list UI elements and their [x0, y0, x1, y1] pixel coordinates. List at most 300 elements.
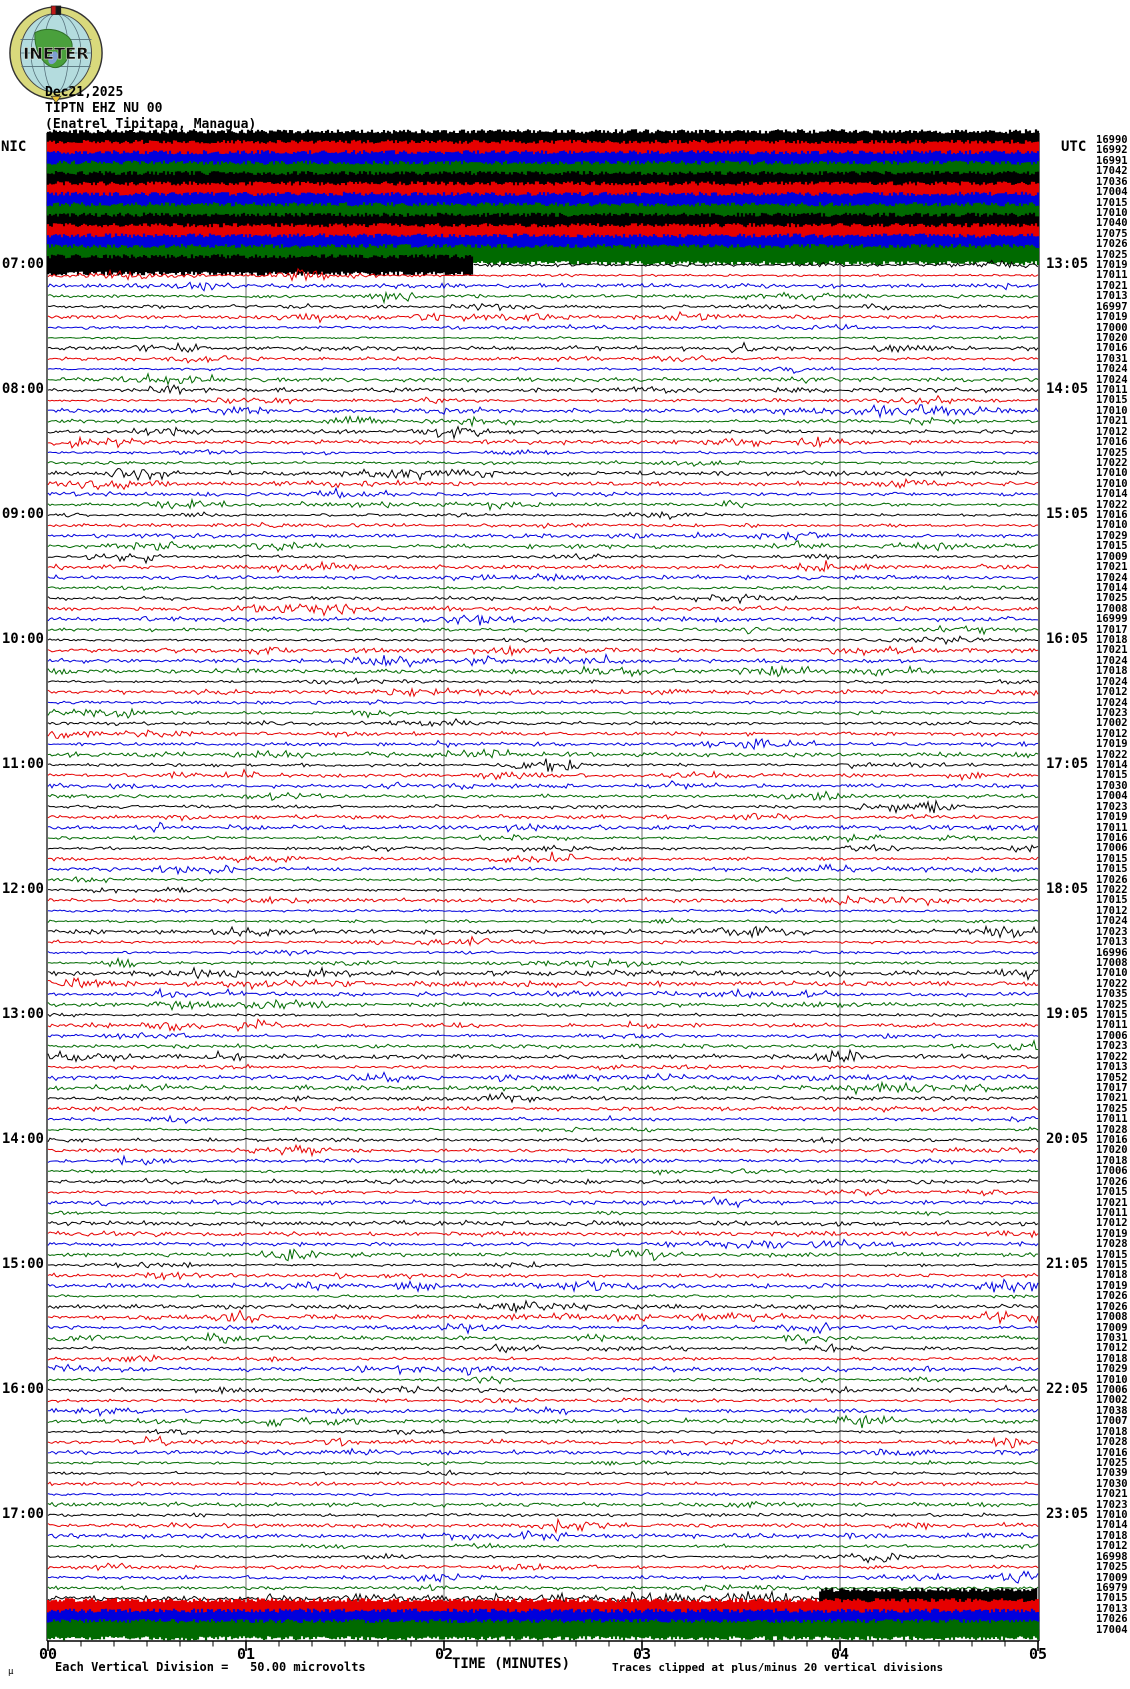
trace-row	[48, 835, 1038, 842]
trace-value: 17018	[1096, 1352, 1128, 1365]
trace-row	[48, 877, 1038, 883]
trace-row	[48, 1093, 1038, 1103]
trace-value: 17039	[1096, 1467, 1128, 1480]
trace-value: 17029	[1096, 1363, 1128, 1376]
hour-label-local: 16:00	[1, 1381, 44, 1398]
trace-value: 17014	[1096, 759, 1128, 772]
trace-value: 17013	[1096, 1602, 1128, 1615]
x-tick-label: 02	[434, 1645, 454, 1663]
trace-value: 17038	[1096, 1404, 1128, 1417]
trace-value: 17009	[1096, 550, 1128, 563]
trace-row	[48, 1197, 1038, 1207]
trace-row	[48, 1436, 1038, 1448]
trace-row	[48, 1249, 1038, 1261]
trace-row	[48, 1365, 1038, 1376]
trace-row	[48, 1000, 1038, 1010]
trace-row	[48, 1430, 1038, 1435]
trace-row	[48, 950, 1038, 955]
trace-value: 17013	[1096, 936, 1128, 949]
trace-value: 17052	[1096, 1071, 1128, 1084]
trace-row	[48, 801, 1038, 813]
trace-value: 17035	[1096, 988, 1128, 1001]
trace-value: 17015	[1096, 852, 1128, 865]
trace-row	[48, 1520, 1038, 1533]
trace-row	[48, 1385, 1038, 1393]
trace-value: 17020	[1096, 331, 1128, 344]
trace-value: 17011	[1096, 821, 1128, 834]
trace-value: 17012	[1096, 425, 1128, 438]
trace-value: 17036	[1096, 175, 1128, 188]
trace-value: 17019	[1096, 738, 1128, 751]
trace-value: 17022	[1096, 456, 1128, 469]
trace-value: 17015	[1096, 540, 1128, 553]
trace-value: 17012	[1096, 1540, 1128, 1553]
trace-value: 17011	[1096, 269, 1128, 282]
trace-value: 17021	[1096, 644, 1128, 657]
trace-row	[48, 1585, 1038, 1591]
hour-label-local: 09:00	[1, 506, 44, 522]
trace-value: 17015	[1096, 863, 1128, 876]
trace-value: 17022	[1096, 884, 1128, 897]
trace-row	[48, 937, 1038, 945]
trace-row	[48, 1156, 1038, 1165]
hour-label-local: 15:00	[1, 1256, 44, 1273]
ineter-wordmark: INETER	[23, 43, 89, 63]
trace-row	[48, 615, 1038, 625]
trace-value: 17022	[1096, 1050, 1128, 1063]
station-id: TIPTN EHZ NU 00	[45, 101, 163, 116]
trace-row	[48, 719, 1038, 726]
trace-value: 17028	[1096, 1436, 1128, 1449]
trace-row	[48, 1083, 1038, 1095]
trace-row	[48, 1178, 1038, 1184]
trace-row	[48, 586, 1038, 591]
trace-value: 16979	[1096, 1581, 1128, 1594]
trace-row	[48, 770, 1038, 780]
trace-row	[48, 385, 1038, 394]
trace-value: 17022	[1096, 498, 1128, 511]
trace-row	[48, 554, 1038, 563]
trace-row	[48, 666, 1038, 676]
trace-row	[48, 688, 1038, 696]
trace-value: 17004	[1096, 790, 1128, 803]
trace-value: 17025	[1096, 248, 1128, 261]
trace-value: 17016	[1096, 1446, 1128, 1459]
hour-label-utc: 15:05	[1046, 506, 1089, 522]
trace-row	[48, 594, 1038, 603]
trace-value: 17019	[1096, 259, 1128, 271]
hour-label-utc: 19:05	[1046, 1006, 1089, 1023]
trace-row	[48, 1513, 1038, 1517]
trace-value: 17040	[1096, 217, 1128, 230]
record-date: Dec21,2025	[45, 85, 124, 100]
trace-value: 17024	[1096, 363, 1128, 376]
trace-value: 17024	[1096, 675, 1128, 688]
trace-value: 17030	[1096, 1477, 1128, 1490]
trace-row	[48, 604, 1038, 615]
trace-row	[48, 678, 1038, 684]
trace-row	[48, 523, 1038, 529]
trace-value: 17002	[1096, 1394, 1128, 1407]
trace-row	[48, 1064, 1038, 1070]
trace-row	[48, 1072, 1038, 1082]
trace-row	[48, 626, 1038, 634]
trace-value: 17016	[1096, 1134, 1128, 1147]
trace-row	[48, 1019, 1038, 1031]
trace-value: 17029	[1096, 529, 1128, 542]
hour-label-local: 11:00	[1, 756, 44, 773]
trace-row	[48, 636, 1038, 644]
trace-row	[48, 1470, 1038, 1475]
trace-row	[48, 1262, 1038, 1268]
trace-row	[48, 968, 1038, 980]
trace-row	[48, 500, 1038, 510]
trace-value: 17013	[1096, 1061, 1128, 1074]
trace-row	[48, 852, 1038, 863]
trace-row	[48, 374, 1038, 385]
trace-value: 17002	[1096, 717, 1128, 730]
trace-row	[48, 1033, 1038, 1039]
trace-value: 17012	[1096, 904, 1128, 917]
trace-value: 17015	[1096, 894, 1128, 907]
trace-value: 17025	[1096, 1456, 1128, 1469]
trace-value: 17024	[1096, 373, 1128, 386]
trace-value: 17019	[1096, 1227, 1128, 1240]
trace-value: 17010	[1096, 467, 1128, 480]
trace-value: 17025	[1096, 998, 1128, 1011]
trace-value: 17021	[1096, 1196, 1128, 1209]
trace-value: 17015	[1096, 769, 1128, 782]
trace-row	[48, 574, 1038, 581]
trace-value: 16992	[1096, 144, 1128, 157]
trace-row	[48, 1013, 1038, 1017]
trace-value: 17014	[1096, 1519, 1128, 1532]
hour-label-utc: 16:05	[1046, 631, 1089, 648]
trace-row	[48, 1169, 1038, 1175]
trace-row	[48, 813, 1038, 820]
trace-value: 16999	[1096, 613, 1128, 626]
trace-row	[48, 1239, 1038, 1248]
trace-value: 17031	[1096, 352, 1128, 365]
trace-row	[48, 417, 1038, 426]
trace-row	[48, 1563, 1038, 1571]
trace-row	[48, 1310, 1038, 1323]
trace-value: 17024	[1096, 571, 1128, 584]
trace-value: 17010	[1096, 206, 1128, 219]
trace-row	[48, 541, 1038, 551]
trace-row	[48, 1571, 1038, 1583]
trace-row	[48, 1041, 1038, 1051]
trace-row	[48, 1116, 1038, 1124]
trace-row	[48, 1137, 1038, 1143]
trace-value: 17021	[1096, 1488, 1128, 1501]
trace-value: 17017	[1096, 623, 1128, 636]
hour-label-local: 17:00	[1, 1506, 44, 1523]
x-tick-label: 00	[38, 1645, 58, 1663]
trace-value: 17018	[1096, 1529, 1128, 1542]
trace-value: 17016	[1096, 831, 1128, 844]
trace-row	[48, 427, 1038, 439]
x-tick-label: 01	[236, 1645, 256, 1663]
hour-label-utc: 23:05	[1046, 1506, 1089, 1523]
trace-value: 17012	[1096, 727, 1128, 740]
trace-row	[48, 532, 1038, 540]
trace-value: 17015	[1096, 1186, 1128, 1199]
hour-label-utc: 20:05	[1046, 1131, 1089, 1148]
trace-row	[48, 822, 1038, 832]
trace-value: 17015	[1096, 196, 1128, 209]
trace-value: 17014	[1096, 488, 1128, 501]
trace-value: 17009	[1096, 1571, 1128, 1584]
x-tick-label: 03	[632, 1645, 652, 1663]
trace-value: 17011	[1096, 1113, 1128, 1126]
trace-value: 17008	[1096, 956, 1128, 969]
trace-row	[48, 739, 1038, 749]
trace-row	[48, 1231, 1038, 1237]
trace-row	[48, 325, 1038, 330]
trace-value: 17026	[1096, 238, 1128, 251]
trace-value: 17011	[1096, 384, 1128, 396]
trace-row	[48, 1295, 1038, 1299]
trace-row	[48, 730, 1038, 738]
trace-value: 17023	[1096, 1040, 1128, 1053]
trace-value: 17028	[1096, 1123, 1128, 1136]
trace-value: 17021	[1096, 1092, 1128, 1105]
hour-label-utc: 18:05	[1046, 881, 1089, 898]
trace-value: 17028	[1096, 1238, 1128, 1251]
local-timezone-label: NIC	[1, 139, 27, 155]
trace-row	[48, 461, 1038, 467]
trace-value: 17016	[1096, 509, 1128, 521]
trace-row	[48, 312, 1038, 322]
hour-label-local: 08:00	[1, 381, 44, 397]
trace-value: 17019	[1096, 1279, 1128, 1292]
hour-label-utc: 22:05	[1046, 1381, 1089, 1398]
trace-value: 16990	[1096, 134, 1128, 146]
trace-row	[48, 560, 1038, 572]
trace-value: 17023	[1096, 800, 1128, 813]
trace-value: 17004	[1096, 1623, 1128, 1636]
trace-value: 17025	[1096, 446, 1128, 459]
trace-value: 17010	[1096, 404, 1128, 417]
hour-label-local: 07:00	[1, 256, 44, 272]
x-tick-label: 04	[830, 1645, 850, 1663]
trace-value: 17004	[1096, 186, 1128, 199]
trace-value: 17015	[1096, 394, 1128, 407]
trace-value: 17016	[1096, 436, 1128, 449]
trace-value: 17026	[1096, 1175, 1128, 1188]
trace-value: 17010	[1096, 477, 1128, 490]
utc-timezone-label: UTC	[1061, 139, 1087, 155]
hour-label-local: 14:00	[1, 1131, 44, 1148]
trace-row	[48, 1493, 1038, 1496]
trace-value: 17026	[1096, 1290, 1128, 1303]
trace-value: 17020	[1096, 1144, 1128, 1157]
trace-value: 17012	[1096, 1342, 1128, 1355]
trace-row	[48, 700, 1038, 705]
trace-row	[48, 1145, 1038, 1155]
trace-value: 17011	[1096, 1019, 1128, 1032]
trace-value: 16998	[1096, 1550, 1128, 1563]
trace-value: 17010	[1096, 1509, 1128, 1522]
micro-glyph: µ	[8, 1667, 14, 1677]
trace-row	[48, 1502, 1038, 1508]
trace-row	[48, 1323, 1038, 1334]
trace-value: 17025	[1096, 592, 1128, 605]
trace-row	[48, 655, 1038, 667]
trace-row	[48, 356, 1038, 363]
trace-row	[48, 1333, 1038, 1343]
trace-row	[48, 1407, 1038, 1416]
trace-row	[48, 749, 1038, 758]
x-axis-title: TIME (MINUTES)	[452, 1656, 571, 1672]
trace-row	[48, 759, 1038, 772]
trace-row	[48, 1531, 1038, 1541]
trace-row	[48, 488, 1038, 498]
trace-value: 17018	[1096, 1154, 1128, 1167]
trace-value: 17008	[1096, 1311, 1128, 1324]
trace-row	[48, 978, 1038, 989]
trace-row	[48, 343, 1038, 353]
trace-value: 17006	[1096, 842, 1128, 855]
trace-row	[48, 888, 1038, 893]
trace-value: 16996	[1096, 946, 1128, 959]
trace-row	[48, 959, 1038, 968]
trace-row	[48, 1301, 1038, 1312]
trace-value: 17019	[1096, 811, 1128, 824]
clip-note: Traces clipped at plus/minus 20 vertical divisions	[612, 1661, 944, 1674]
hour-label-local: 10:00	[1, 631, 44, 648]
trace-row	[48, 1398, 1038, 1403]
trace-value: 17000	[1096, 321, 1128, 334]
trace-value: 17023	[1096, 706, 1128, 719]
trace-row	[48, 1220, 1038, 1226]
trace-row	[48, 896, 1038, 905]
trace-value: 17021	[1096, 415, 1128, 428]
trace-row	[48, 1543, 1038, 1548]
trace-value: 17014	[1096, 581, 1128, 594]
trace-value: 17042	[1096, 165, 1128, 178]
trace-value: 17024	[1096, 654, 1128, 667]
trace-value: 17018	[1096, 1425, 1128, 1438]
trace-row	[48, 1344, 1038, 1353]
trace-row	[48, 865, 1038, 874]
trace-value: 17023	[1096, 925, 1128, 938]
trace-row	[48, 450, 1038, 456]
trace-row	[48, 918, 1038, 923]
trace-value: 17075	[1096, 227, 1128, 240]
trace-row	[48, 292, 1038, 302]
trace-value: 17026	[1096, 1300, 1128, 1313]
trace-row	[48, 1127, 1038, 1132]
hour-label-utc: 14:05	[1046, 381, 1089, 397]
trace-value: 16991	[1096, 154, 1128, 167]
trace-row	[48, 989, 1038, 998]
trace-row	[48, 512, 1038, 519]
trace-value: 17026	[1096, 873, 1128, 886]
trace-value: 17025	[1096, 1561, 1128, 1574]
trace-row	[48, 405, 1038, 417]
trace-row	[48, 1481, 1038, 1486]
trace-value: 17011	[1096, 1206, 1128, 1219]
trace-row	[48, 1461, 1038, 1466]
trace-row	[48, 1190, 1038, 1196]
trace-value: 17010	[1096, 519, 1128, 532]
trace-row	[48, 1280, 1038, 1293]
trace-row	[48, 1449, 1038, 1456]
trace-value: 17025	[1096, 1102, 1128, 1115]
trace-row	[48, 845, 1038, 852]
trace-row	[48, 437, 1038, 448]
trace-value: 17018	[1096, 665, 1128, 678]
hour-label-local: 13:00	[1, 1006, 44, 1023]
trace-row	[48, 781, 1038, 789]
trace-row	[48, 1416, 1038, 1428]
trace-value: 17006	[1096, 1384, 1128, 1397]
trace-row	[48, 469, 1038, 480]
trace-value: 17010	[1096, 1373, 1128, 1386]
trace-value: 17015	[1096, 1259, 1128, 1272]
trace-row	[48, 1106, 1038, 1112]
trace-value: 17017	[1096, 1081, 1128, 1094]
trace-value: 17007	[1096, 1415, 1128, 1428]
trace-value: 17022	[1096, 748, 1128, 761]
trace-value: 17019	[1096, 311, 1128, 324]
trace-row	[48, 926, 1038, 937]
trace-value: 17022	[1096, 977, 1128, 990]
trace-value: 17008	[1096, 602, 1128, 615]
trace-value: 17015	[1096, 1592, 1128, 1605]
trace-value: 17023	[1096, 1498, 1128, 1511]
trace-row	[48, 1355, 1038, 1361]
trace-row	[48, 304, 1038, 311]
trace-row	[48, 1272, 1038, 1279]
trace-value: 17018	[1096, 634, 1128, 647]
trace-value: 17006	[1096, 1029, 1128, 1042]
trace-value: 17031	[1096, 1331, 1128, 1344]
trace-value: 17024	[1096, 915, 1128, 928]
trace-value: 17015	[1096, 1248, 1128, 1261]
trace-row	[48, 646, 1038, 655]
trace-value: 17006	[1096, 1165, 1128, 1178]
trace-value: 16997	[1096, 300, 1128, 313]
trace-row	[48, 1377, 1038, 1384]
station-location: (Enatrel Tipitapa, Managua)	[45, 117, 257, 132]
trace-value: 17015	[1096, 1009, 1128, 1022]
trace-value: 17030	[1096, 779, 1128, 792]
vertical-scale-note: Each Vertical Division = 50.00 microvolts	[55, 1660, 366, 1674]
trace-row	[48, 792, 1038, 801]
trace-row	[48, 479, 1038, 489]
trace-value: 17026	[1096, 1613, 1128, 1626]
trace-value: 17009	[1096, 1321, 1128, 1334]
trace-row	[48, 908, 1038, 913]
trace-value: 17016	[1096, 342, 1128, 355]
trace-value: 17021	[1096, 279, 1128, 292]
trace-value: 17012	[1096, 1217, 1128, 1230]
hour-label-utc: 21:05	[1046, 1256, 1089, 1273]
trace-value: 17024	[1096, 696, 1128, 709]
trace-row	[48, 282, 1038, 290]
trace-value: 17010	[1096, 967, 1128, 980]
hour-label-local: 12:00	[1, 881, 44, 898]
trace-value: 17013	[1096, 290, 1128, 303]
hour-label-utc: 13:05	[1046, 256, 1089, 272]
trace-row	[48, 367, 1038, 373]
trace-row	[48, 1211, 1038, 1216]
trace-value: 17012	[1096, 686, 1128, 699]
trace-value: 17021	[1096, 561, 1128, 574]
